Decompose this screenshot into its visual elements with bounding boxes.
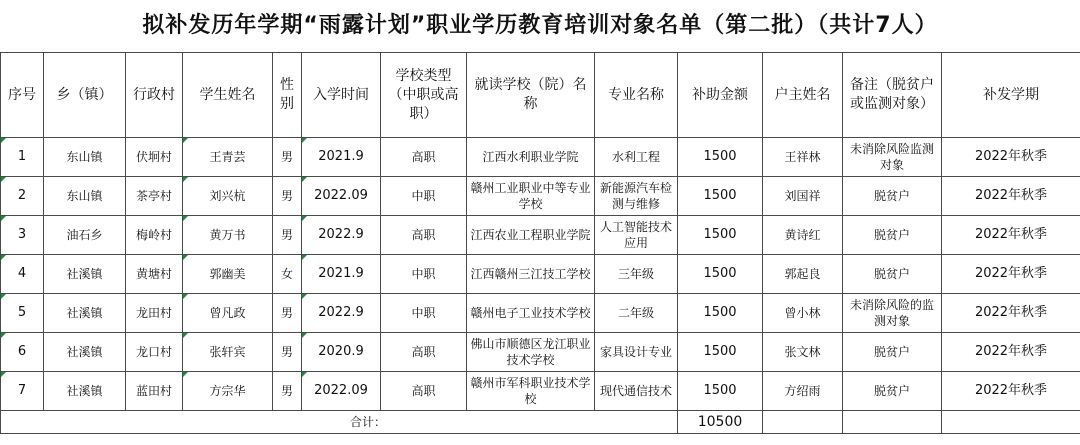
cell-seq: 5 [1, 294, 44, 333]
cell-village: 蓝田村 [126, 372, 183, 411]
cell-householder: 方绍雨 [763, 372, 843, 411]
header-school-type: 学校类型（中职或高职） [381, 53, 467, 138]
cell-remark: 未消除风险监测对象 [843, 138, 942, 177]
cell-term: 2022年秋季 [942, 138, 1080, 177]
cell-school: 赣州市军科职业技术学校 [467, 372, 595, 411]
cell-major: 现代通信技术 [595, 372, 678, 411]
cell-term: 2022年秋季 [942, 255, 1080, 294]
cell-seq: 7 [1, 372, 44, 411]
cell-student: 黄万书 [183, 216, 273, 255]
cell-enroll: 2020.9 [302, 333, 381, 372]
header-remark: 备注（脱贫户或监测对象） [843, 53, 942, 138]
cell-school-type: 高职 [381, 216, 467, 255]
header-seq: 序号 [1, 53, 44, 138]
cell-village: 龙田村 [126, 294, 183, 333]
total-label: 合计： [1, 411, 678, 434]
table-row [1, 138, 1080, 177]
cell-gender: 男 [273, 216, 302, 255]
cell-school-type: 中职 [381, 294, 467, 333]
cell-enroll: 2021.9 [302, 138, 381, 177]
cell-major: 人工智能技术应用 [595, 216, 678, 255]
cell-student: 王青芸 [183, 138, 273, 177]
cell-school: 江西农业工程职业学院 [467, 216, 595, 255]
header-amount: 补助金额 [678, 53, 763, 138]
cell-remark: 脱贫户 [843, 216, 942, 255]
cell-major: 二年级 [595, 294, 678, 333]
beneficiary-table [0, 52, 1080, 434]
cell-town: 东山镇 [44, 177, 126, 216]
cell-student: 刘兴杭 [183, 177, 273, 216]
cell-enroll: 2022.09 [302, 372, 381, 411]
cell-student: 方宗华 [183, 372, 273, 411]
cell-major: 三年级 [595, 255, 678, 294]
total-empty-cell [843, 411, 942, 434]
cell-school-type: 高职 [381, 372, 467, 411]
cell-seq: 3 [1, 216, 44, 255]
header-major: 专业名称 [595, 53, 678, 138]
cell-term: 2022年秋季 [942, 333, 1080, 372]
header-school: 就读学校（院）名称 [467, 53, 595, 138]
cell-village: 伏坰村 [126, 138, 183, 177]
cell-seq: 6 [1, 333, 44, 372]
cell-term: 2022年秋季 [942, 216, 1080, 255]
cell-amount: 1500 [678, 216, 763, 255]
cell-village: 梅岭村 [126, 216, 183, 255]
cell-remark: 脱贫户 [843, 177, 942, 216]
cell-gender: 男 [273, 372, 302, 411]
cell-student: 曾凡政 [183, 294, 273, 333]
cell-town: 社溪镇 [44, 294, 126, 333]
cell-amount: 1500 [678, 138, 763, 177]
cell-school-type: 中职 [381, 255, 467, 294]
cell-amount: 1500 [678, 255, 763, 294]
header-enroll: 入学时间 [302, 53, 381, 138]
table-row [1, 255, 1080, 294]
cell-householder: 黄诗红 [763, 216, 843, 255]
cell-householder: 郭起良 [763, 255, 843, 294]
cell-town: 社溪镇 [44, 255, 126, 294]
cell-enroll: 2022.9 [302, 294, 381, 333]
cell-term: 2022年秋季 [942, 294, 1080, 333]
cell-school-type: 高职 [381, 333, 467, 372]
cell-remark: 脱贫户 [843, 372, 942, 411]
cell-village: 黄塘村 [126, 255, 183, 294]
table-row [1, 177, 1080, 216]
cell-amount: 1500 [678, 177, 763, 216]
cell-school-type: 中职 [381, 177, 467, 216]
cell-student: 郭幽美 [183, 255, 273, 294]
cell-householder: 曾小林 [763, 294, 843, 333]
total-empty-cell [942, 411, 1080, 434]
cell-village: 龙口村 [126, 333, 183, 372]
cell-gender: 男 [273, 177, 302, 216]
cell-householder: 刘国祥 [763, 177, 843, 216]
cell-term: 2022年秋季 [942, 372, 1080, 411]
cell-town: 油石乡 [44, 216, 126, 255]
cell-seq: 2 [1, 177, 44, 216]
cell-enroll: 2022.9 [302, 216, 381, 255]
page-title: 拟补发历年学期“雨露计划”职业学历教育培训对象名单（第二批）（共计7人） [142, 13, 938, 38]
total-empty-cell [763, 411, 843, 434]
cell-major: 水利工程 [595, 138, 678, 177]
cell-gender: 女 [273, 255, 302, 294]
table-row [1, 372, 1080, 411]
cell-remark: 脱贫户 [843, 255, 942, 294]
table-row [1, 294, 1080, 333]
cell-enroll: 2021.9 [302, 255, 381, 294]
cell-school: 江西赣州三江技工学校 [467, 255, 595, 294]
header-village: 行政村 [126, 53, 183, 138]
header-gender: 性别 [273, 53, 302, 138]
cell-village: 茶亭村 [126, 177, 183, 216]
cell-remark: 脱贫户 [843, 333, 942, 372]
cell-enroll: 2022.09 [302, 177, 381, 216]
cell-student: 张轩宾 [183, 333, 273, 372]
cell-school: 佛山市顺德区龙江职业技术学校 [467, 333, 595, 372]
header-row [1, 53, 1080, 138]
header-student: 学生姓名 [183, 53, 273, 138]
cell-major: 新能源汽车检测与维修 [595, 177, 678, 216]
cell-term: 2022年秋季 [942, 177, 1080, 216]
cell-town: 社溪镇 [44, 372, 126, 411]
cell-town: 社溪镇 [44, 333, 126, 372]
cell-school: 赣州电子工业技术学校 [467, 294, 595, 333]
cell-major: 家具设计专业 [595, 333, 678, 372]
cell-amount: 1500 [678, 333, 763, 372]
table-row [1, 333, 1080, 372]
cell-gender: 男 [273, 138, 302, 177]
cell-school: 江西水利职业学院 [467, 138, 595, 177]
cell-gender: 男 [273, 333, 302, 372]
cell-amount: 1500 [678, 294, 763, 333]
total-amount: 10500 [678, 411, 763, 434]
cell-school-type: 高职 [381, 138, 467, 177]
table-row [1, 216, 1080, 255]
cell-householder: 王祥林 [763, 138, 843, 177]
total-row [1, 411, 1080, 434]
cell-amount: 1500 [678, 372, 763, 411]
cell-town: 东山镇 [44, 138, 126, 177]
header-householder: 户主姓名 [763, 53, 843, 138]
cell-gender: 男 [273, 294, 302, 333]
cell-seq: 4 [1, 255, 44, 294]
header-town: 乡（镇） [44, 53, 126, 138]
cell-seq: 1 [1, 138, 44, 177]
cell-school: 赣州工业职业中等专业学校 [467, 177, 595, 216]
cell-remark: 未消除风险的监测对象 [843, 294, 942, 333]
header-term: 补发学期 [942, 53, 1080, 138]
cell-householder: 张文林 [763, 333, 843, 372]
